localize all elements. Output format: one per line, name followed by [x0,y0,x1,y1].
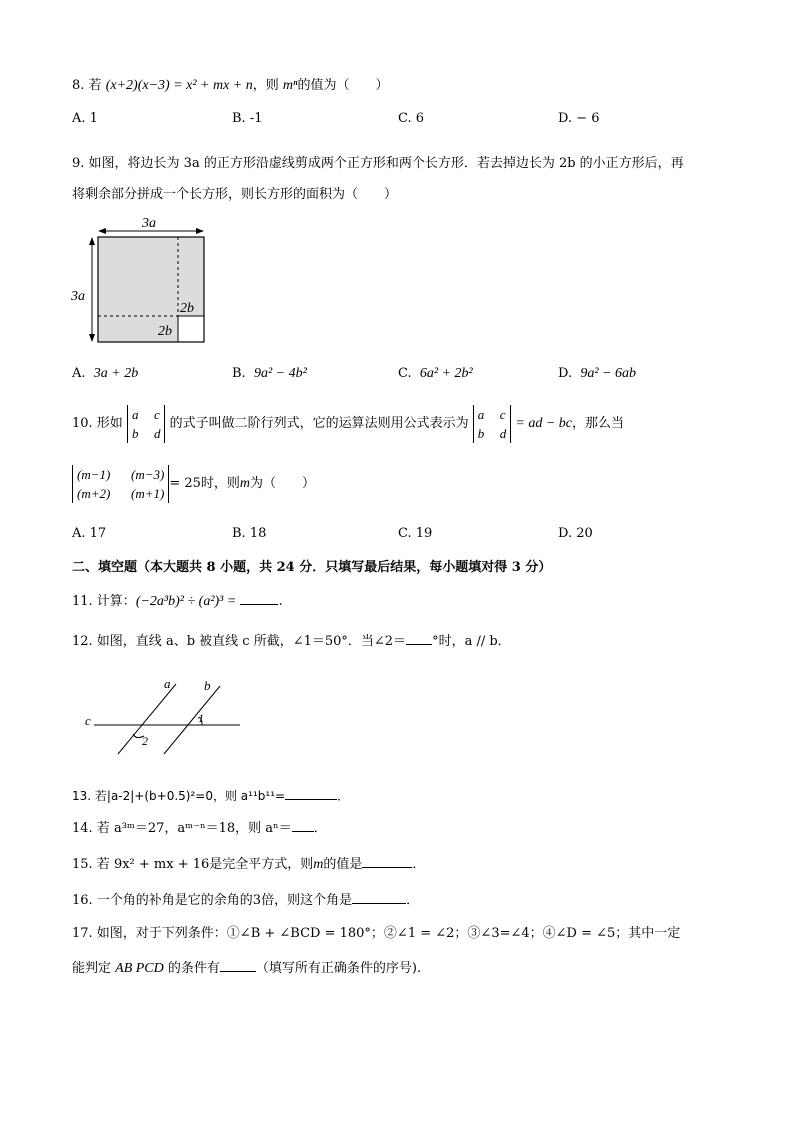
q8-option-d: D. − 6 [558,111,600,126]
q10-option-a: A. 17 [72,526,107,541]
q11-expression: (−2a³b)² ÷ (a²)³ = [135,594,237,609]
q9-option-c-expr: 6a² + 2b² [419,366,473,381]
q9-removed-square [178,316,204,342]
q10-text-a: 10. 形如 [72,416,123,431]
q12-text-a: 12. 如图，直线 a、b 被直线 c 所截，∠1＝50°．当∠2＝ [72,634,407,649]
det-cell: a [477,406,485,422]
det-cell: (m+1) [131,485,165,501]
det-cell: (m−1) [77,466,111,482]
q16-answer-blank[interactable] [352,891,406,904]
q17-line2 [72,957,421,977]
q13-answer-blank[interactable] [285,787,337,800]
q8-target: mⁿ [282,78,298,93]
q17-text-a: 能判定 [72,961,112,976]
q9-label-inner-bottom: 2b [158,324,172,339]
q16-text: 16. 一个角的补角是它的余角的3倍，则这个角是 [72,893,353,908]
q10-text-b: 的式子叫做二阶行列式，它的运算法则用公式表示为 [169,416,469,431]
q9-label-top: 3a [142,216,156,231]
q9-top-arrow-left-head [98,228,106,234]
q13-end: ． [337,789,350,803]
q9-line1: 9. 如图，将边长为 3a 的正方形沿虚线剪成两个正方形和两个长方形．若去掉边长为 2b 的小正方形后，再 [72,156,684,171]
det-cell: d [499,425,507,441]
q8-stem [72,74,388,94]
q9-option-c-letter: C. [398,366,412,381]
q17-text-b: 的条件有 [167,961,220,976]
q12-label-2: 2 [142,734,148,748]
q12-answer-blank[interactable] [406,632,432,645]
q9-option-d-expr: 9a² − 6ab [580,366,637,381]
q16 [72,889,419,908]
q10-formula-tail: = ad − bc [515,416,572,431]
q8-number: 8. [72,78,85,93]
q16-end: ． [406,893,420,908]
q17-line1: 17. 如图，对于下列条件：①∠B + ∠BCD = 180°；②∠1 = ∠2；③∠3=∠4；④∠D = ∠5；其中一定 [72,926,681,941]
q12-label-b: b [204,678,211,693]
q10-option-b: B. 18 [232,526,267,541]
q12-line-b [164,686,220,754]
q14-answer-blank[interactable] [292,819,314,832]
det-cell: c [153,406,160,422]
q10-determinant-m [72,465,169,503]
q9-option-a-expr: 3a + 2b [93,366,139,381]
q10-cond-tail: = 25时，则 [169,476,240,491]
q14-end: ． [313,821,327,836]
q12-label-1: 1 [198,711,204,725]
q17-text-c: （填写所有正确条件的序号). [255,961,422,976]
q14-text: 14. 若 a³ᵐ＝27，aᵐ⁻ⁿ＝18，则 aⁿ＝ [72,821,292,836]
q17-expression: AB PCD [115,961,164,976]
q9-label-inner-right: 2b [180,301,194,316]
q17-answer-blank[interactable] [220,959,256,972]
q15 [72,853,425,873]
det-cell: (m+2) [77,485,111,501]
det-cell: b [477,425,485,441]
q15-answer-blank[interactable] [362,855,412,868]
q12 [72,630,511,649]
q9-option-d-letter: D. [558,366,573,381]
q8-suffix: ，则 [252,78,279,93]
q9-option-b-letter: B. [232,366,246,381]
q9-option-c [398,366,473,382]
q10-var: m [239,476,251,491]
q9-left-arrow-top-head [89,237,95,245]
q10-option-d: D. 20 [558,526,593,541]
q14 [72,817,327,836]
q8-expression: (x+2)(x−3) = x² + mx + n [105,78,253,93]
q9-figure [70,210,220,350]
q8-option-a: A. 1 [72,111,98,126]
q11-prefix: 11. 计算： [72,594,136,609]
q11-end: . [278,594,283,609]
q10-option-c: C. 19 [398,526,433,541]
q9-option-a-letter: A. [72,366,86,381]
q11 [72,590,283,610]
q9-left-arrow-bottom-head [89,334,95,342]
q9-label-left: 3a [71,289,85,304]
q9-top-arrow-right-head [196,228,204,234]
q15-var: m [313,857,324,872]
det-cell: (m−3) [131,466,165,482]
q12-figure [80,674,250,756]
det-cell: a [131,406,139,422]
q13-text: 13. 若|a-2|+(b+0.5)²=0，则 a¹¹b¹¹= [72,789,286,803]
det-cell: b [131,425,139,441]
q10-cond-end: 为（ ） [250,476,316,491]
q9-line2: 将剩余部分拼成一个长方形，则长方形的面积为（ ） [72,187,398,202]
q10-determinant-formula [473,405,512,443]
q8-prefix: 若 [88,78,102,93]
q8-tail: 的值为（ ） [297,78,389,93]
q11-answer-blank[interactable] [240,592,278,605]
q8-option-b: B. -1 [232,111,263,126]
q10-line1 [72,404,624,444]
q13 [72,787,349,804]
q9-option-d [558,366,636,382]
q8-option-c: C. 6 [398,111,425,126]
q15-text-b: 的值是 [323,857,363,872]
q10-text-c: ，那么当 [572,416,625,431]
q9-option-b-expr: 9a² − 4b² [253,366,307,381]
q12-label-a: a [164,676,171,691]
q12-label-c: c [85,713,91,728]
q12-text-b: °时，a // b． [432,634,511,649]
det-cell: d [153,425,161,441]
q10-line2 [72,464,315,504]
q10-determinant-template [127,405,166,443]
q15-end: ． [412,857,426,872]
det-cell: c [499,406,506,422]
q9-option-b [232,366,307,382]
q15-text-a: 15. 若 9x² + mx + 16是完全平方式，则 [72,857,314,872]
q9-option-a [72,366,138,382]
section2-heading: 二、填空题（本大题共 8 小题，共 24 分．只填写最后结果，每小题填对得 3 分） [72,560,552,575]
